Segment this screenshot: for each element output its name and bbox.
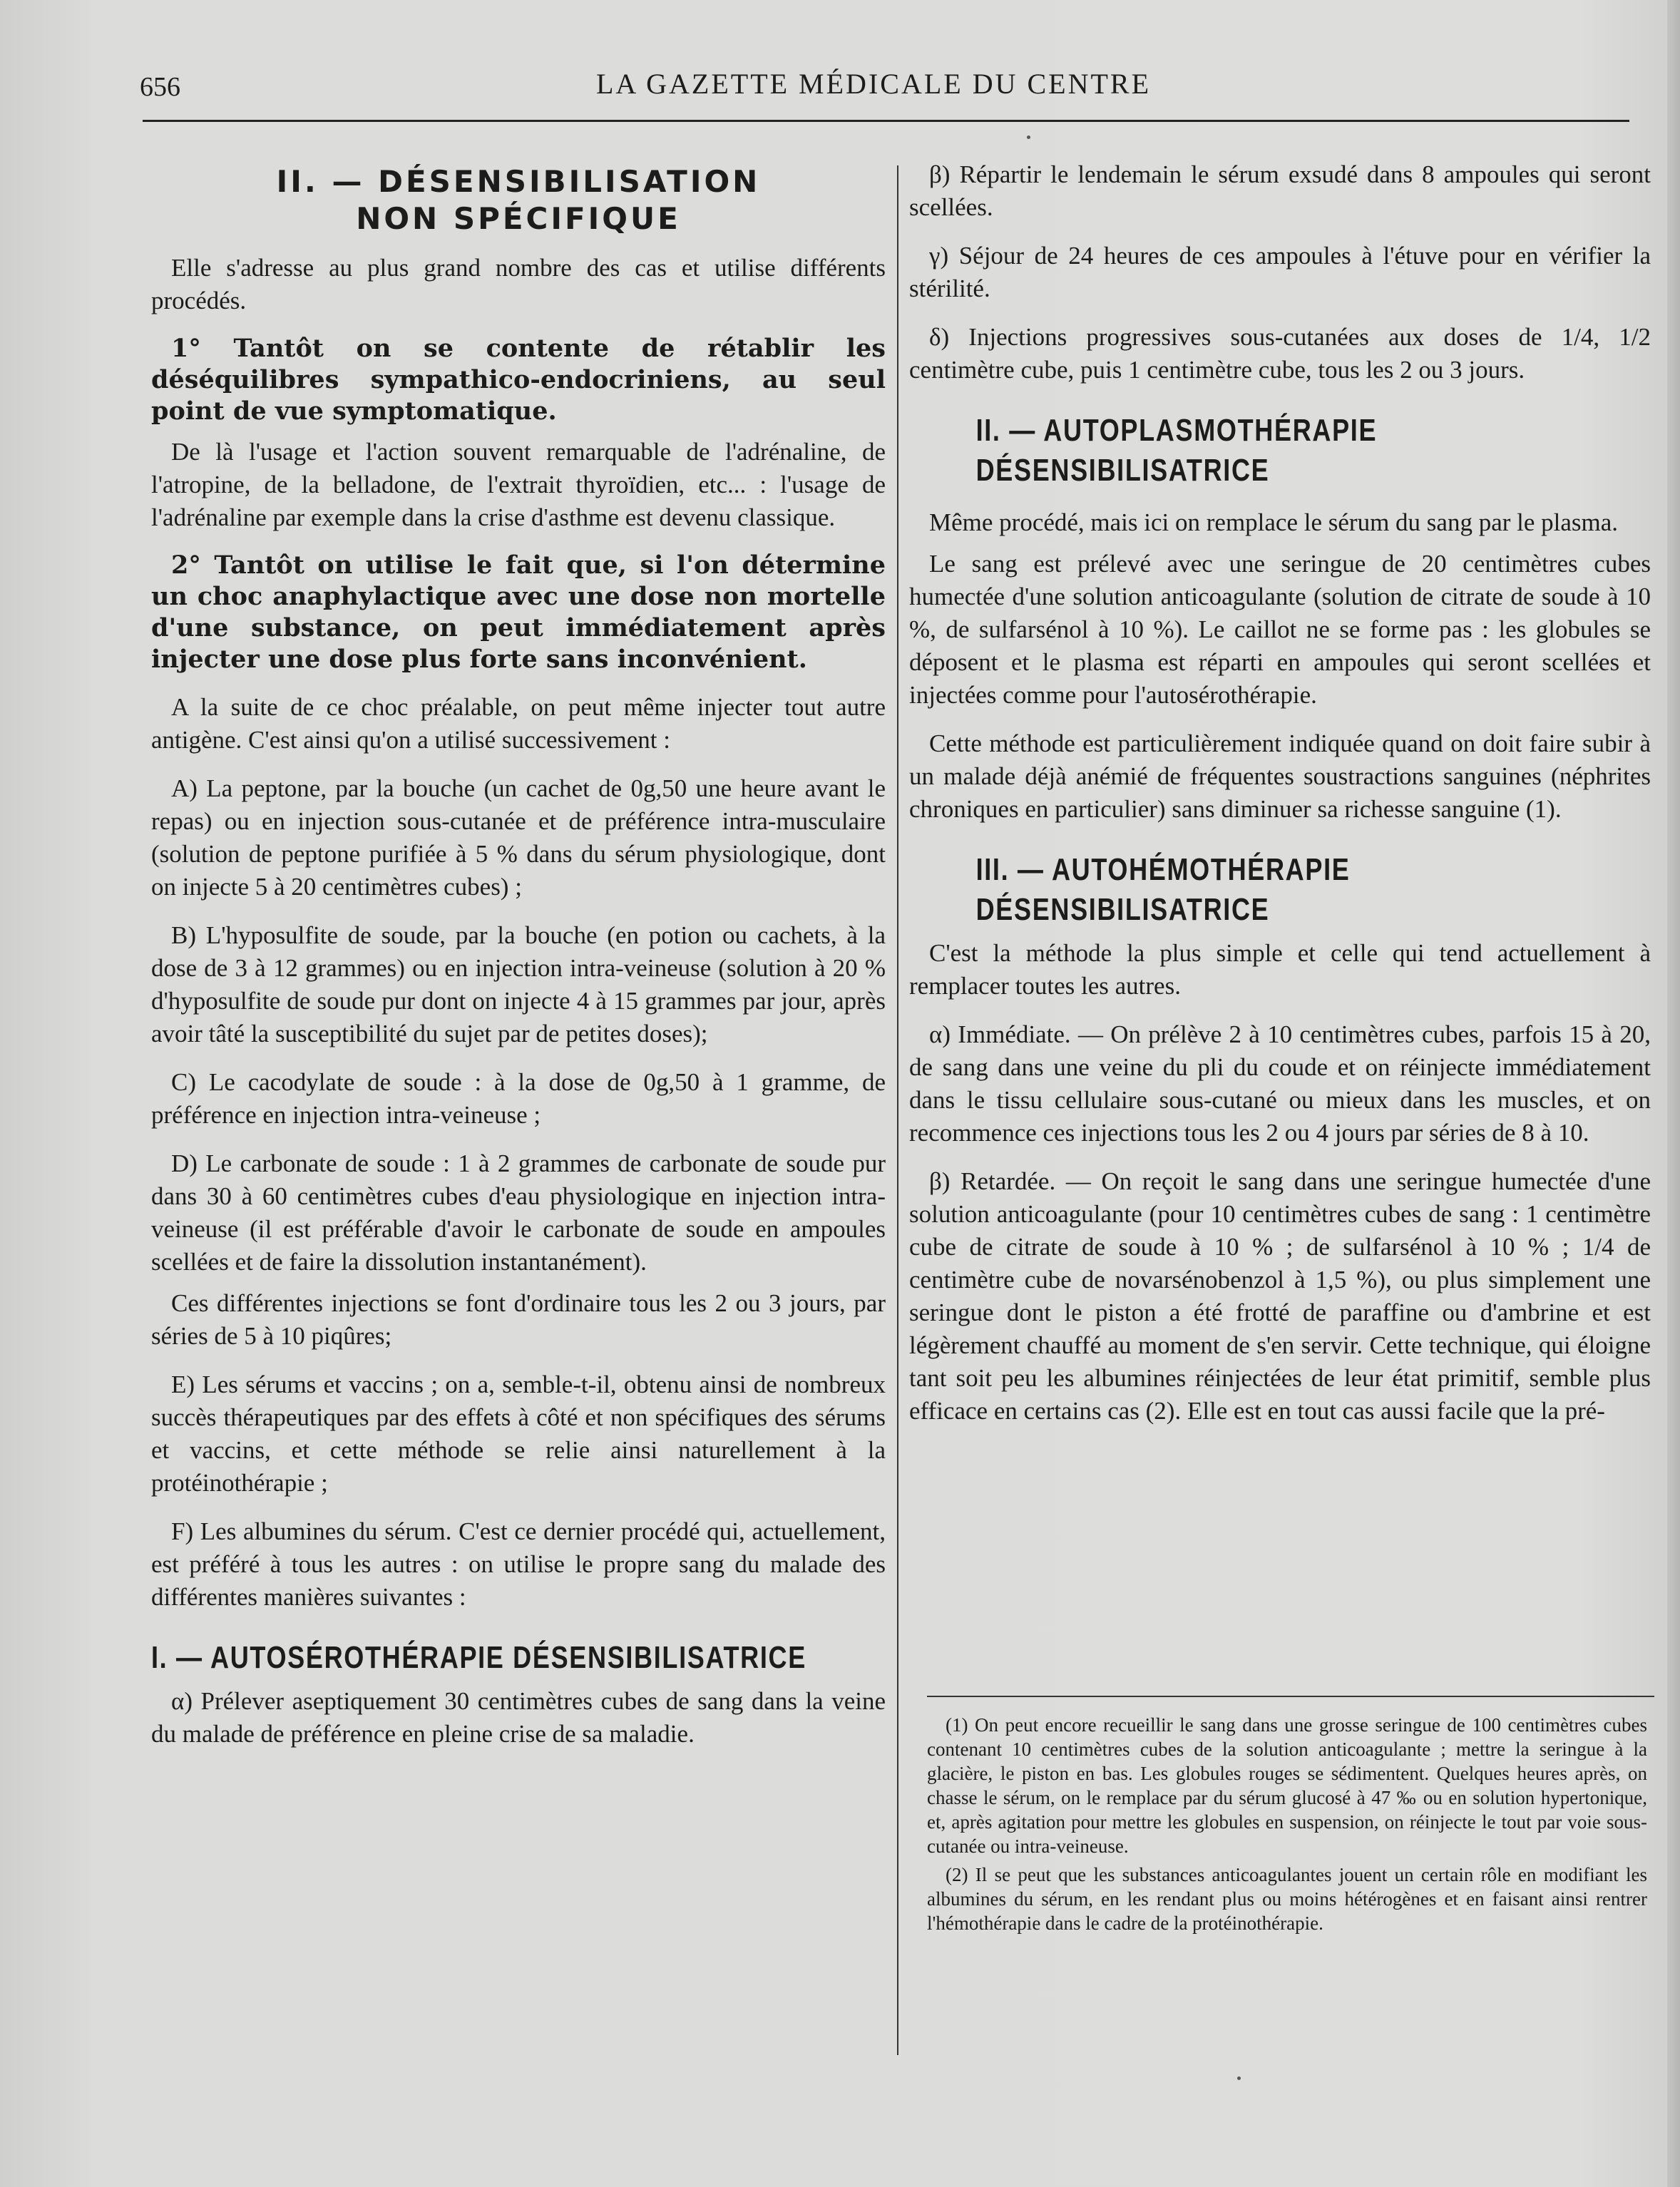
item-d-note: Ces différentes injections se font d'ordinaire tous les 2 ou 3 jours, par séries de 5 à 10 piqûres; <box>151 1289 886 1350</box>
page-header <box>140 64 1623 121</box>
footnote-rule <box>927 1696 1654 1697</box>
page-edge <box>1667 0 1680 2187</box>
header-rule <box>143 120 1629 122</box>
item-d-carbonate: D) Le carbonate de soude : 1 à 2 grammes de carbonate de soude pur dans 30 à 60 centimètres cubes d'eau physiologique en injection intra-veineuse (il est préférable d'avoir le carbonate de soude en ampoules scellées et de faire la dissolution instantanément). <box>151 1149 886 1276</box>
section-heading-ii: II. — DÉSENSIBILISATION <box>276 164 761 199</box>
autoserotherapie-beta: β) Répartir le lendemain le sérum exsudé dans 8 ampoules qui seront scellées. <box>909 160 1651 221</box>
intro-paragraph: Elle s'adresse au plus grand nombre des cas et utilise différents procédés. <box>151 254 886 314</box>
autohemotherapie-paragraph-1: C'est la méthode la plus simple et celle qui tend actuellement à remplacer toutes les autres. <box>909 939 1651 1000</box>
point-2-body: A la suite de ce choc préalable, on peut même injecter tout autre antigène. C'est ainsi qu'on a utilisé successivement : <box>151 693 886 754</box>
section-subheading-autohemotherapie: DÉSENSIBILISATRICE <box>975 892 1270 927</box>
item-a-peptone: A) La peptone, par la bouche (un cachet de 0g,50 une heure avant le repas) ou en injection sous-cutanée et de préférence intra-musculaire (solution de peptone purifiée à 5 % dans du sérum physiologique, dont on injecte 5 à 20 centimètres cubes) ; <box>151 774 886 901</box>
item-f-albumines: F) Les albumines du sérum. C'est ce dernier procédé qui, actuellement, est préféré à tous les autres : on utilise le propre sang du malade des différentes manières suivantes : <box>151 1517 886 1611</box>
footnotes <box>927 1713 1647 1940</box>
footnote-1: (1) On peut encore recueillir le sang dans une grosse seringue de 100 centimètres cubes contenant 10 centimètres cubes de la solution anticoagulante ; mettre la seringue à la glacière, le piston en bas. Les globules rouges se sédimentent. Quelques heures après, on chasse le sérum, on le remplace par du sérum glucosé à 47 ‰ ou en solution hypertonique, et, après agitation pour mettre les globules en suspension, on réinjecte le tout par voie sous-cutanée ou intra-veineuse. <box>927 1714 1647 1857</box>
autoserotherapie-gamma: γ) Séjour de 24 heures de ces ampoules à l'étuve pour en vérifier la stérilité. <box>909 242 1651 302</box>
running-title: LA GAZETTE MÉDICALE DU CENTRE <box>596 68 1152 100</box>
item-c-cacodylate: C) Le cacodylate de soude : à la dose de 0g,50 à 1 gramme, de préférence en injection intra-veineuse ; <box>151 1068 886 1129</box>
autoserotherapie-delta: δ) Injections progressives sous-cutanées aux doses de 1/4, 1/2 centimètre cube, puis 1 centimètre cube, tous les 2 ou 3 jours. <box>909 323 1651 384</box>
autohemotherapie-beta: β) Retardée. — On reçoit le sang dans une seringue humectée d'une solution anticoagulante (pour 10 centimètres cubes de sang : 1 centimètre cube de citrate de soude à 10 % ; de sulfarsénol à 10 % ; 1/4 de centimètre cube de novarsénobenzol à 1,5 %), ou plus simplement une seringue dont le piston a été frotté de paraffine ou d'ambrine et est légèrement chauffé au moment de s'en servir. Cette technique, qui éloigne tant soit peu les albumines réinjectées de leur état primitif, semble plus efficace en certains cas (2). Elle est en tout cas aussi facile que la pré- <box>909 1167 1651 1425</box>
section-subheading-autoplasmotherapie: DÉSENSIBILISATRICE <box>975 453 1270 488</box>
section-heading-autoserotherapie: I. — AUTOSÉROTHÉRAPIE DÉSENSIBILISATRICE <box>151 1640 806 1675</box>
right-column <box>909 158 1651 1436</box>
autoserotherapie-alpha: α) Prélever aseptiquement 30 centimètres cubes de sang dans la veine du malade de préférence en pleine crise de sa maladie. <box>151 1687 886 1748</box>
point-2-lead: 2° Tantôt on utilise le fait que, si l'on détermine un choc anaphylactique avec une dose non mortelle d'une substance, on peut immédiatement après injecter une dose plus forte sans inconvénient. <box>151 550 886 674</box>
point-1-body: De là l'usage et l'action souvent remarquable de l'adrénaline, de l'atropine, de la belladone, de l'extrait thyroïdien, etc... : l'usage de l'adrénaline par exemple dans la crise d'asthme est devenu classique. <box>151 438 886 531</box>
autohemotherapie-alpha: α) Immédiate. — On prélève 2 à 10 centimètres cubes, parfois 15 à 20, de sang dans une veine du pli du coude et on réinjecte immédiatement dans le tissu cellulaire sous-cutané ou mieux dans les muscles, et on recommence ces injections tous les 2 ou 4 jours par séries de 8 à 10. <box>909 1020 1651 1147</box>
autoplasmotherapie-paragraph-2: Le sang est prélevé avec une seringue de 20 centimètres cubes humectée d'une solution anticoagulante (solution de citrate de soude à 10 %, de sulfarsénol à 10 %). Le caillot ne se forme pas : les globules se déposent et le plasma est réparti en ampoules qui seront scellées et injectées comme pour l'autosérothérapie. <box>909 550 1651 709</box>
section-subheading-non-specifique: NON SPÉCIFIQUE <box>356 201 681 236</box>
item-e-serums: E) Les sérums et vaccins ; on a, semble-t-il, obtenu ainsi de nombreux succès thérapeutiques par des effets à côté et non spécifiques des sérums et vaccins, et cette méthode se relie ainsi naturellement à la protéinothérapie ; <box>151 1371 886 1497</box>
section-heading-autoplasmotherapie: II. — AUTOPLASMOTHÉRAPIE <box>975 413 1378 448</box>
footnote-2: (2) Il se peut que les substances anticoagulantes jouent un certain rôle en modifiant les albumines du sérum, en les rendant plus ou moins hétérogènes et en faisant ainsi rentrer l'hémothérapie dans le cadre de la protéinothérapie. <box>927 1864 1647 1934</box>
section-heading-autohemotherapie: III. — AUTOHÉMOTHÉRAPIE <box>975 852 1351 887</box>
column-divider <box>897 165 898 2055</box>
print-speck <box>1237 2076 1241 2080</box>
autoplasmotherapie-paragraph-1: Même procédé, mais ici on remplace le sérum du sang par le plasma. <box>929 508 1619 536</box>
point-1-lead: 1° Tantôt on se contente de rétablir les déséquilibres sympathico-endocriniens, au seul point de vue symptomatique. <box>151 334 886 426</box>
print-speck <box>1027 135 1030 139</box>
item-b-hyposulfite: B) L'hyposulfite de soude, par la bouche (en potion ou cachets, à la dose de 3 à 12 grammes) ou en injection intra-veineuse (solution à 20 % d'hyposulfite de soude pur dont on injecte 4 à 15 grammes par jour, après avoir tâté la susceptibilité du sujet par de petites doses); <box>151 921 886 1048</box>
page-number: 656 <box>140 72 180 102</box>
autoplasmotherapie-paragraph-3: Cette méthode est particulièrement indiquée quand on doit faire subir à un malade déjà anémié de fréquentes soustractions sanguines (néphrites chroniques en particulier) sans diminuer sa richesse sanguine (1). <box>909 729 1651 823</box>
left-column <box>151 160 886 1759</box>
